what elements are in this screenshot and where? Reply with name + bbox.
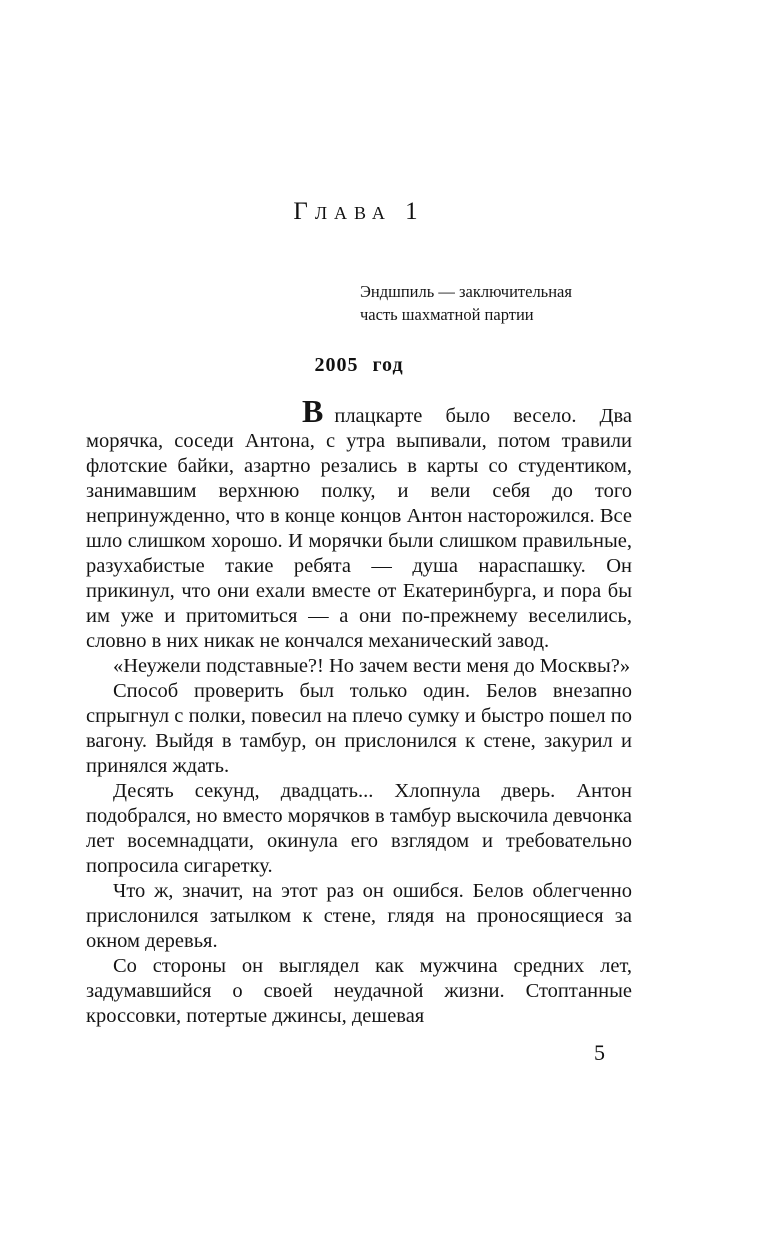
paragraph: Что ж, значит, на этот раз он ошибся. Белов облегченно прислонился затылком к стене, глядя на проносящиеся за окном деревья.: [86, 880, 632, 952]
page-content: [86, 198, 632, 1029]
paragraph: Десять секунд, двадцать... Хлопнула дверь. Антон подобрался, но вместо морячков в тамбур выскочила девчонка лет восемнадцати, окинула его взглядом и требовательно попросила сигаретку.: [86, 780, 632, 877]
chapter-title: Глава 1: [293, 198, 425, 225]
section-heading: 2005 год: [314, 354, 404, 376]
epigraph-line: Эндшпиль — заключительная: [360, 282, 572, 301]
epigraph-line: часть шахматной партии: [360, 305, 534, 324]
paragraph-text: плацкарте было весело. Два морячка, соседи Антона, с утра выпивали, потом травили флотские байки, азартно резались в карты со студентиком, занимавшим верхнюю полку, и вели себя до того непринужденно, что в конце концов Антон насторожился. Все шло слишком хорошо. И морячки были слишком правильные, разухабистые такие ребята — душа нараспашку. Он прикинул, что они ехали вместе от Екатеринбурга, и пора бы им уже и притомиться — а они по-прежнему веселились, словно в них никак не кончался механический завод.: [86, 405, 632, 652]
paragraph: «Неужели подставные?! Но зачем вести меня до Москвы?»: [113, 655, 631, 677]
page-number: 5: [594, 1040, 605, 1065]
epigraph: [360, 280, 632, 326]
body-text: [86, 393, 632, 1029]
paragraph: Со стороны он выглядел как мужчина средних лет, задумавшийся о своей неудачной жизни. Стоптанные кроссовки, потертые джинсы, дешевая: [86, 955, 632, 1027]
paragraph: Способ проверить был только один. Белов внезапно спрыгнул с полки, повесил на плечо сумку и быстро пошел по вагону. Выйдя в тамбур, он прислонился к стене, закурил и принялся ждать.: [86, 680, 632, 777]
paragraph: [86, 393, 632, 654]
drop-cap: В: [302, 393, 324, 429]
